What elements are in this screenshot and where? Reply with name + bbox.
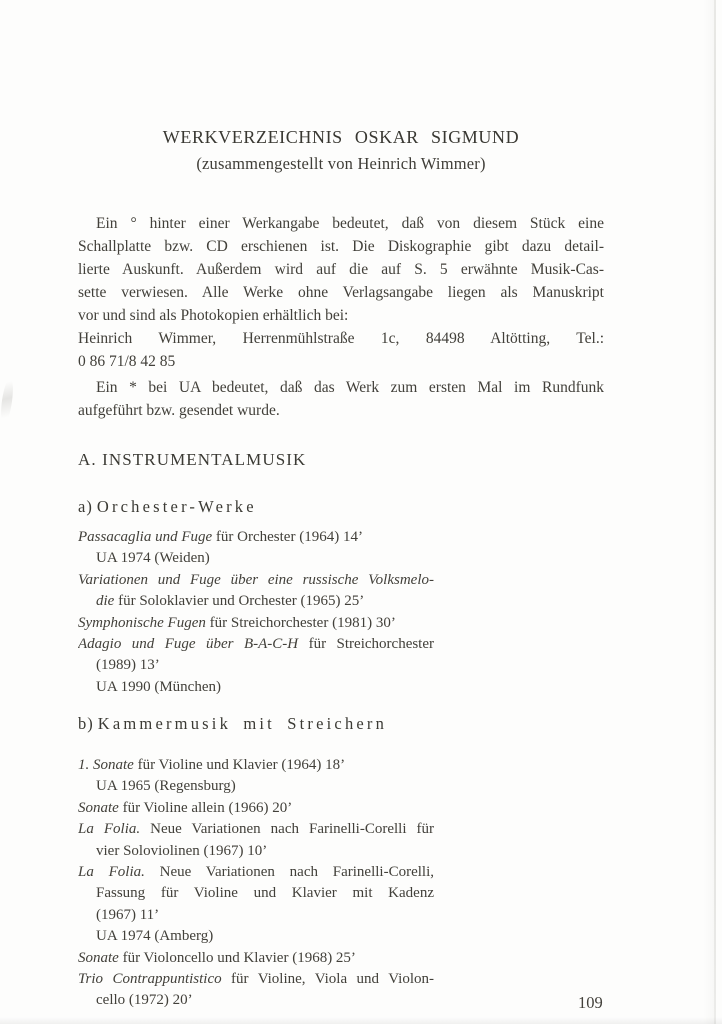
text-line <box>78 258 604 281</box>
text-line <box>78 862 434 883</box>
text-line <box>78 677 434 698</box>
page-number: 109 <box>578 993 603 1012</box>
text-line <box>78 591 434 612</box>
text-line <box>78 350 604 373</box>
text-segment: für Streichorchester <box>298 635 434 652</box>
text-line <box>78 883 434 904</box>
text-line <box>78 948 434 969</box>
scan-bottom-shadow <box>0 1017 722 1024</box>
text-segment: lierte Auskunft. Außerdem wird auf die auf S. 5 erwähnte Musik-Cas- <box>78 261 604 278</box>
work-title-italic: 1. Sonate <box>78 757 134 773</box>
text-line <box>78 969 434 990</box>
document-subtitle: (zusammengestellt von Heinrich Wimmer) <box>196 154 486 173</box>
works-list-kammermusik <box>78 755 434 1012</box>
text-segment: UA 1974 (Weiden) <box>96 550 210 567</box>
scan-edge-shadow <box>703 0 714 1024</box>
work-title-italic: Passacaglia und Fuge <box>78 529 213 545</box>
text-segment: Neue Variationen nach Farinelli-Corelli, <box>144 863 434 880</box>
text-segment: für Orchester (1964) 14’ <box>212 529 363 545</box>
scan-edge-line-artifact <box>714 0 716 1024</box>
text-segment: UA 1974 (Amberg) <box>96 928 214 945</box>
document-header <box>78 127 604 174</box>
text-line <box>78 990 434 1011</box>
text-line <box>78 281 604 304</box>
text-segment: (1967) 11’ <box>96 906 160 923</box>
subsection-label-b: Kammermusik mit Streichern <box>97 714 388 733</box>
subsection-heading-kammermusik <box>78 714 387 734</box>
text-line <box>78 926 434 947</box>
subsection-prefix-b: b) <box>78 714 94 733</box>
scan-smudge-artifact <box>0 378 15 425</box>
subsection-label-a: Orchester-Werke <box>96 497 257 516</box>
text-segment: für Violine allein (1966) 20’ <box>118 799 293 816</box>
text-segment: für Streichorchester (1981) 30’ <box>205 614 396 631</box>
text-segment: 0 86 71/8 42 85 <box>78 353 176 370</box>
text-segment: UA 1965 (Regensburg) <box>96 778 236 795</box>
intro-paragraph-discography <box>78 212 604 373</box>
text-segment: sette verwiesen. Alle Werke ohne Verlagsangabe liegen als Manuskript <box>78 284 604 301</box>
text-segment: für Violoncello und Klavier (1968) 25’ <box>118 949 356 966</box>
text-line <box>78 655 434 676</box>
text-segment: UA 1990 (München) <box>96 678 221 695</box>
text-line <box>78 399 604 422</box>
text-line <box>78 235 604 258</box>
section-heading-instrumentalmusik: A. INSTRUMENTALMUSIK <box>78 450 307 469</box>
work-title-italic: Adagio und Fuge über B-A-C-H <box>78 635 299 652</box>
text-segment: für Soloklavier und Orchester (1965) 25’ <box>114 593 365 610</box>
text-line <box>78 776 434 797</box>
text-segment: für Violine und Klavier (1964) 18’ <box>133 757 346 773</box>
text-segment: vor und sind als Photokopien erhältlich bei: <box>78 307 349 324</box>
work-title-italic: Sonate <box>78 799 119 816</box>
work-title-italic: Symphonische Fugen <box>78 614 206 631</box>
intro-paragraph-rundfunk <box>78 376 604 422</box>
text-line <box>78 570 434 591</box>
text-segment: vier Soloviolinen (1967) 10’ <box>96 842 268 859</box>
text-segment: (1989) 13’ <box>96 657 160 674</box>
text-line <box>78 327 604 350</box>
text-line <box>78 905 434 926</box>
text-segment: für Violine, Viola und Violon- <box>221 970 434 987</box>
work-title-italic: Variationen und Fuge über eine russische Volksmelo- <box>78 571 434 588</box>
text-line <box>78 548 434 569</box>
text-line <box>78 634 434 655</box>
work-title-italic: La Folia. <box>78 863 145 880</box>
text-segment: Heinrich Wimmer, Herrenmühlstraße 1c, 84498 Altötting, Tel.: <box>78 330 604 347</box>
subsection-prefix-a: a) <box>78 497 93 516</box>
text-segment: Ein * bei UA bedeutet, daß das Werk zum ersten Mal im Rundfunk <box>96 379 604 396</box>
work-title-italic: La Folia. <box>78 821 141 838</box>
text-segment: Neue Variationen nach Farinelli-Corelli für <box>140 821 434 838</box>
work-title-italic: Sonate <box>78 949 119 966</box>
text-line <box>78 304 604 327</box>
text-line <box>78 755 434 776</box>
text-line <box>78 798 434 819</box>
works-list-orchester <box>78 527 434 698</box>
text-segment: aufgeführt bzw. gesendet wurde. <box>78 402 280 419</box>
text-line <box>78 613 434 634</box>
text-line <box>78 376 604 399</box>
subsection-heading-orchester-werke <box>78 497 257 517</box>
work-title-italic: die <box>96 593 115 610</box>
document-title: WERKVERZEICHNIS OSKAR SIGMUND <box>162 127 520 147</box>
text-segment: Ein ° hinter einer Werkangabe bedeutet, daß von diesem Stück eine <box>96 215 604 232</box>
work-title-italic: Trio Contrappuntistico <box>78 970 222 987</box>
text-line <box>78 841 434 862</box>
text-line <box>78 819 434 840</box>
text-segment: cello (1972) 20’ <box>96 992 193 1009</box>
text-line <box>78 527 434 548</box>
text-line <box>78 212 604 235</box>
text-segment: Fassung für Violine und Klavier mit Kadenz <box>96 885 434 902</box>
text-segment: Schallplatte bzw. CD erschienen ist. Die Diskographie gibt dazu detail- <box>78 238 604 255</box>
